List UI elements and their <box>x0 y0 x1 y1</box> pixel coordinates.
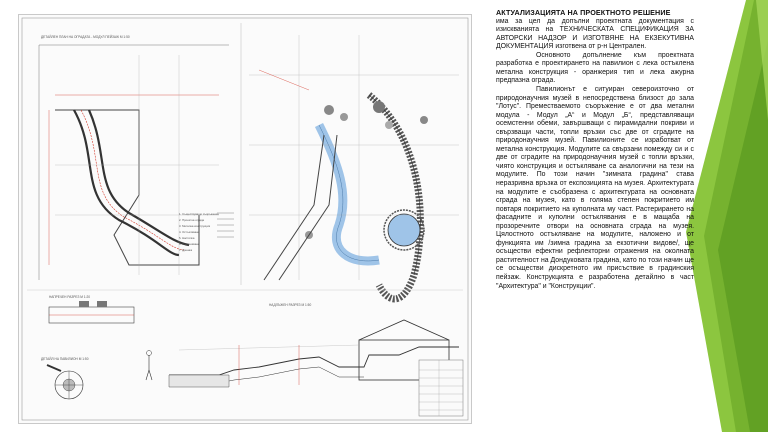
paragraph-intro: има за цел да допълни проектната документация с изискванията на ТЕХНИЧЕСКАТА СПЕЦИФИКАЦИЯ ЗА АВТОРСКИ НАДЗОР И ИЗГОТВЯНЕ НА ЕКЗЕКУТИВНА ДОКУМЕНТАЦИЯ изготвена от р-н Централен. <box>496 17 694 51</box>
plan-caption: ДЕТАЙЛЕН ПЛАН НА ОГРАДАТА - МОДУЛ ПЕЙЗАЖ М 1:50 <box>41 35 130 39</box>
long-section <box>146 320 459 387</box>
legend-list <box>179 211 219 253</box>
description-text-panel <box>496 9 694 291</box>
paragraph-pavilion: Павилионът е ситуиран североизточно от природонаучния музей в непосредствена близост до зала "Лотус". Преместваемото съоръжение е от два метални модула - Модул „А“ и Модул „Б“, представляващи осемстенни обеми, завършващи с пирамидални покриви и свързващи части, топли връзки със две от сградите на природонаучния музей. Павилионите се изработват от метална конструкция. Модулите са свързани помежду си и с две от сградите на природонаучния музей с топли връзки, чиято конструкция и остъкляване са аналогични на тези на модулите. По този начин "зимната градина" става неразривна връзка от експозицията на музея. Архитектурата на модулите е съобразена с архитектурата на основната сграда на музея, като в голяма степен покритието им повтаря покритието на куполната му част. Растерирането на фасадните и куполни остъклявания е в мащаба на прозоречните отвори на основната сграда на музея. Цялостното остъкляване на модулите, наложено и от функцията им /зимна градина за екзотични видове/, ще осъществи ефектни рефлекторни отражения на околната растителност на Дондуковата градина, като по този начин ще се осъществи дискретното им присъствие в градинския пейзаж. Конструкцията е разработена детайлно в част "Архитектура" и "Конструкции". <box>496 85 694 290</box>
legend-item: 5. Настилка <box>179 236 195 240</box>
architectural-drawing <box>18 14 472 424</box>
legend-item: 2. Проектна ограда <box>179 218 205 222</box>
title-block <box>419 360 463 416</box>
legend <box>217 213 234 237</box>
section-small <box>49 301 134 323</box>
section-caption-3: НАДЛЪЖЕН РАЗРЕЗ М 1:50 <box>269 303 312 307</box>
legend-item: 1. Съществуващо съоръжение <box>179 212 219 216</box>
drawing-canvas <box>19 15 471 423</box>
legend-item: 3. Метална конструкция <box>179 224 211 228</box>
legend-item: 6. Озеленяване <box>179 242 200 246</box>
section-caption-2: ДЕТАЙЛ НА ПАВИЛИОН М 1:50 <box>41 357 89 361</box>
slide-title: АКТУАЛИЗАЦИЯТА НА ПРОЕКТНОТО РЕШЕНИЕ <box>496 8 671 17</box>
paragraph-main-addition: Основното допълнение към проектната разработка е проектирането на павилион с лека остъклена метална конструкция - оранжерия тип и лека ажурна предпазна ограда. <box>496 51 694 85</box>
legend-item: 7. Дренаж <box>179 248 193 252</box>
section-caption-1: НАПРЕЧЕН РАЗРЕЗ М 1:20 <box>49 295 91 299</box>
legend-item: 4. Остъкляване <box>179 230 200 234</box>
right-plan <box>249 35 459 299</box>
pavilion-detail <box>47 365 83 399</box>
